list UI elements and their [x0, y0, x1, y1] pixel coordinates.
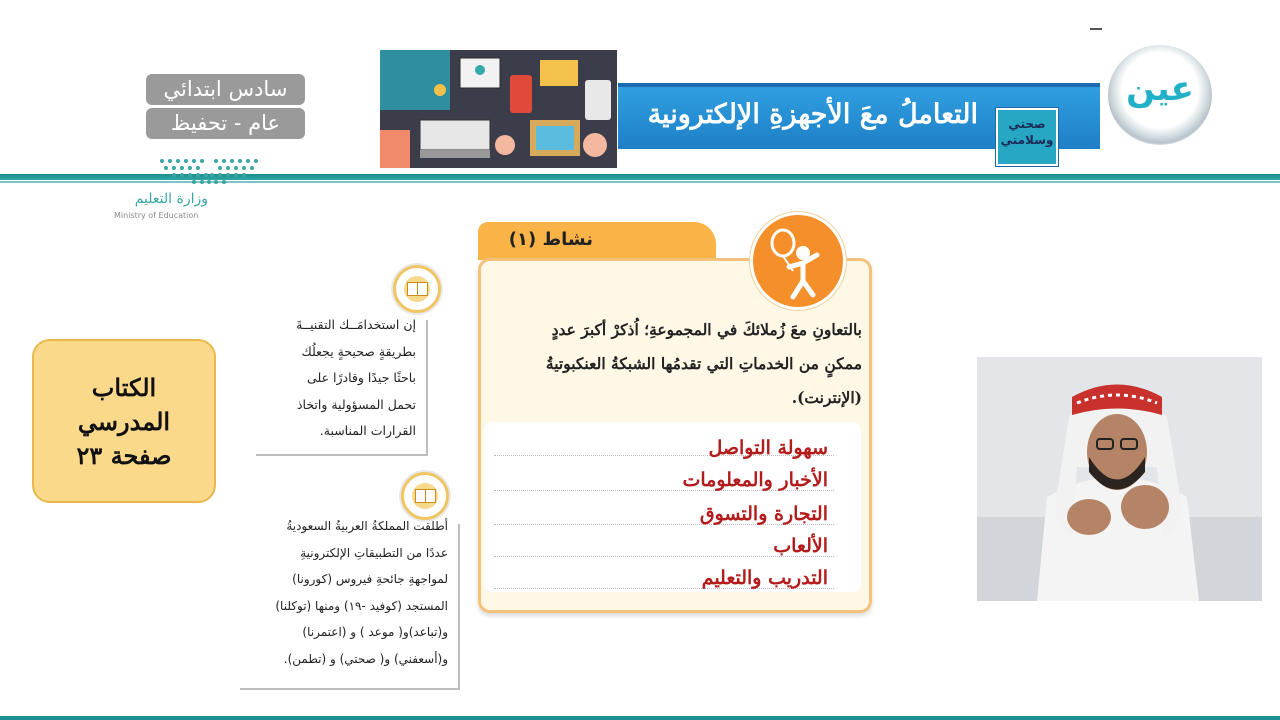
devices-illustration-icon [380, 50, 617, 168]
answer-item: التدريب والتعليم [701, 567, 828, 589]
textbook-line2: المدرسي [77, 407, 171, 436]
book-icon [393, 265, 441, 313]
ministry-emblem-icon [154, 155, 264, 185]
side-note-1 [258, 312, 416, 445]
unit-tag [996, 108, 1058, 166]
note-line: تحمل المسؤولية واتخاذ [296, 396, 416, 412]
channel-logo-text: عين [1126, 69, 1194, 109]
note-line: لمواجهةِ جائحةِ فيروس (كورونا) [292, 572, 448, 586]
lesson-title: التعاملُ معَ الأجهزةِ الإلكترونية [647, 99, 978, 130]
activity-question [490, 313, 862, 415]
grade-level-badge: سادس ابتدائي [146, 74, 305, 105]
note-line: إن استخدامَــك التقنيــةَ [296, 317, 416, 332]
track-badge: عام - تحفيظ [146, 108, 305, 139]
activity-balloon-icon [750, 212, 846, 310]
note-line: عددًا من التطبيقاتِ الإلكترونيةِ [300, 545, 448, 560]
channel-logo [1108, 45, 1212, 145]
ministry-name-ar: وزارة التعليم [134, 191, 208, 207]
ministry-name-en: Ministry of Education [114, 211, 199, 220]
note-line: المستجد (كوفيد -١٩) ومنها (توكلنا) [275, 598, 448, 613]
textbook-page-badge [32, 339, 216, 503]
minimize-icon[interactable] [1090, 28, 1102, 30]
devices-illustration [380, 50, 617, 168]
ministry-logo [104, 153, 274, 225]
note-line: أطلقت المملكةُ العربيةُ السعوديةُ [286, 519, 448, 533]
textbook-page-number: صفحة ٢٣ [76, 441, 172, 470]
question-line: بالتعاونِ معَ زُملائكَ في المجموعةِ؛ اُذكرْ أكبرَ عددٍ [551, 320, 862, 339]
answer-item: سهولة التواصل [708, 437, 828, 459]
answer-item: التجارة والتسوق [699, 503, 828, 525]
presenter-video[interactable] [977, 357, 1262, 601]
textbook-line1: الكتاب [91, 373, 157, 402]
note-line: القرارات المناسبة. [319, 423, 416, 438]
footer-divider [0, 716, 1280, 720]
unit-tag-line1: صحتي [1008, 117, 1046, 131]
note-line: باحثًا جيدًا وقادرًا على [307, 370, 416, 385]
activity-label: نشاط (١) [508, 229, 593, 250]
note-line: و(تباعد)و( موعد ) و (اعتمرنا) [302, 625, 448, 639]
question-line: (الإنترنت). [791, 388, 862, 407]
note-line: بطريقةٍ صحيحةٍ يجعلُك [301, 343, 416, 359]
note-line: و(أسعفني) و( صحتي) و (تطمن). [283, 651, 448, 666]
presenter-icon [977, 357, 1262, 601]
question-line: ممكنٍ من الخدماتِ التي تقدمُها الشبكةُ العنكبوتيةُ [545, 354, 862, 373]
unit-tag-line2: وسلامتي [1000, 133, 1054, 147]
answer-item: الأخبار والمعلومات [682, 469, 828, 491]
side-note-2 [242, 513, 448, 672]
answer-item: الألعاب [773, 535, 828, 557]
